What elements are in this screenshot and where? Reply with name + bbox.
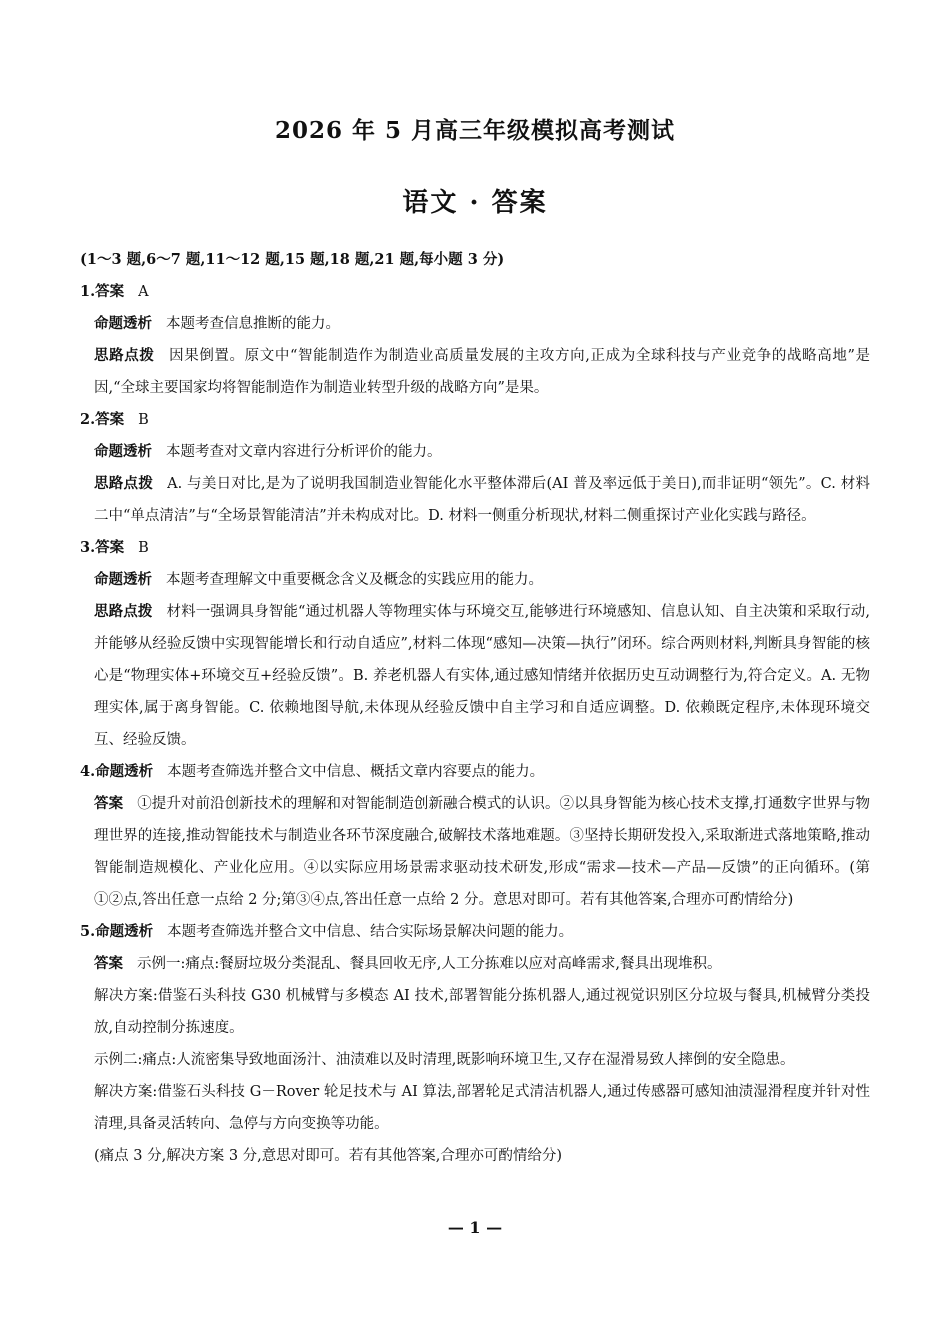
q5-example1-pain — [80, 948, 870, 980]
q5-number: 5. — [80, 923, 96, 940]
q1-number: 1. — [80, 283, 96, 300]
q1-analysis-label: 命题透析 — [94, 315, 152, 332]
q1-answer: A — [138, 284, 149, 300]
q2-hint-label: 思路点拨 — [94, 475, 154, 492]
q5-analysis: 本题考查筛选并整合文中信息、结合实际场景解决问题的能力。 — [167, 924, 574, 940]
q1-hint-line — [80, 340, 870, 404]
q5-example2-solution: 解决方案:借鉴石头科技 G－Rover 轮足技术与 AI 算法,部署轮足式清洁机器人,通过传感器可感知油渍湿滑程度并针对性清理,具备灵活转向、急停与方向变换等功能。 — [94, 1084, 870, 1132]
q5-example2-pain: 示例二:痛点:人流密集导致地面汤汁、油渍难以及时清理,既影响环境卫生,又存在湿滑易致人摔倒的安全隐患。 — [94, 1052, 795, 1068]
q4-number: 4. — [80, 763, 96, 780]
q3-hint: 材料一强调具身智能“通过机器人等物理实体与环境交互,能够进行环境感知、信息认知、自主决策和采取行动,并能够从经验反馈中实现智能增长和行动自适应”,材料二体现“感知—决策—执行”闭环。综合两则材料,判断具身智能的核心是“物理实体+环境交互+经验反馈”。B. 养老机器人有实体,通过感知情绪并依据历史互动调整行为,符合定义。A. 无物理实体,属于离身智能。C. 依赖地图导航,未体现从经验反馈中自主学习和自适应调整。D. 依赖既定程序,未体现环境交互、经验反馈。 — [94, 604, 870, 748]
q5-scoring-note: (痛点 3 分,解决方案 3 分,意思对即可。若有其他答案,合理亦可酌情给分) — [94, 1148, 563, 1164]
q5-answer-label: 答案 — [94, 955, 123, 972]
q2-answer-line — [80, 404, 870, 436]
q5-ex1-pain-text: 示例一:痛点:餐厨垃圾分类混乱、餐具回收无序,人工分拣难以应对高峰需求,餐具出现堆积。 — [137, 956, 722, 972]
q3-answer-label: 答案 — [95, 539, 125, 556]
q3-analysis-label: 命题透析 — [94, 571, 152, 588]
answer-content — [80, 244, 870, 1172]
q4-analysis: 本题考查筛选并整合文中信息、概括文章内容要点的能力。 — [167, 764, 545, 780]
q2-answer: B — [138, 412, 149, 428]
q3-number: 3. — [80, 539, 96, 556]
q3-analysis-line — [80, 564, 870, 596]
q4-analysis-label: 命题透析 — [95, 763, 154, 780]
q5-analysis-label: 命题透析 — [95, 923, 154, 940]
q1-analysis-line — [80, 308, 870, 340]
q2-analysis: 本题考查对文章内容进行分析评价的能力。 — [166, 444, 442, 460]
q4-analysis-line — [80, 756, 870, 788]
q2-number: 2. — [80, 411, 96, 428]
q2-analysis-label: 命题透析 — [94, 443, 152, 460]
score-note: (1～3 题,6～7 题,11～12 题,15 题,18 题,21 题,每小题 3 分) — [80, 251, 505, 268]
q2-hint: A. 与美日对比,是为了说明我国制造业智能化水平整体滞后(AI 普及率远低于美日),而非证明“领先”。C. 材料二中“单点清洁”与“全场景智能清洁”并未构成对比。D. 材料一侧重分析现状,材料二侧重探讨产业化实践与路径。 — [94, 476, 870, 524]
q4-answer: ①提升对前沿创新技术的理解和对智能制造创新融合模式的认识。②以具身智能为核心技术支撑,打通数字世界与物理世界的连接,推动智能技术与制造业各环节深度融合,破解技术落地难题。③坚持长期研发投入,采取渐进式落地策略,推动智能制造规模化、产业化应用。④以实际应用场景需求驱动技术研发,形成“需求—技术—产品—反馈”的正向循环。(第①②点,答出任意一点给 2 分;第③④点,答出任意一点给 2 分。意思对即可。若有其他答案,合理亦可酌情给分) — [94, 796, 871, 908]
q2-hint-line — [80, 468, 870, 532]
q5-example1-solution: 解决方案:借鉴石头科技 G30 机械臂与多模态 AI 技术,部署智能分拣机器人,通过视觉识别区分垃圾与餐具,机械臂分类投放,自动控制分拣速度。 — [94, 988, 870, 1036]
page-number: — 1 — — [447, 1218, 503, 1237]
page-title: 2026 年 5 月高三年级模拟高考测试 — [274, 117, 676, 144]
q3-answer: B — [138, 540, 149, 556]
q4-answer-line — [80, 788, 870, 916]
q2-answer-label: 答案 — [95, 411, 125, 428]
q3-hint-label: 思路点拨 — [94, 603, 153, 620]
q1-hint: 因果倒置。原文中“智能制造作为制造业高质量发展的主攻方向,正成为全球科技与产业竞争的战略高地”是因,“全球主要国家均将智能制造作为制造业转型升级的战略方向”是果。 — [94, 348, 870, 396]
q1-answer-line — [80, 276, 870, 308]
q1-analysis: 本题考查信息推断的能力。 — [166, 316, 340, 332]
q5-analysis-line — [80, 916, 870, 948]
q3-hint-line — [80, 596, 870, 756]
q4-answer-label: 答案 — [94, 795, 124, 812]
q1-answer-label: 答案 — [95, 283, 125, 300]
q2-analysis-line — [80, 436, 870, 468]
q3-analysis: 本题考查理解文中重要概念含义及概念的实践应用的能力。 — [166, 572, 543, 588]
q1-hint-label: 思路点拨 — [94, 347, 155, 364]
page-subtitle: 语文 · 答案 — [402, 188, 548, 218]
q3-answer-line — [80, 532, 870, 564]
